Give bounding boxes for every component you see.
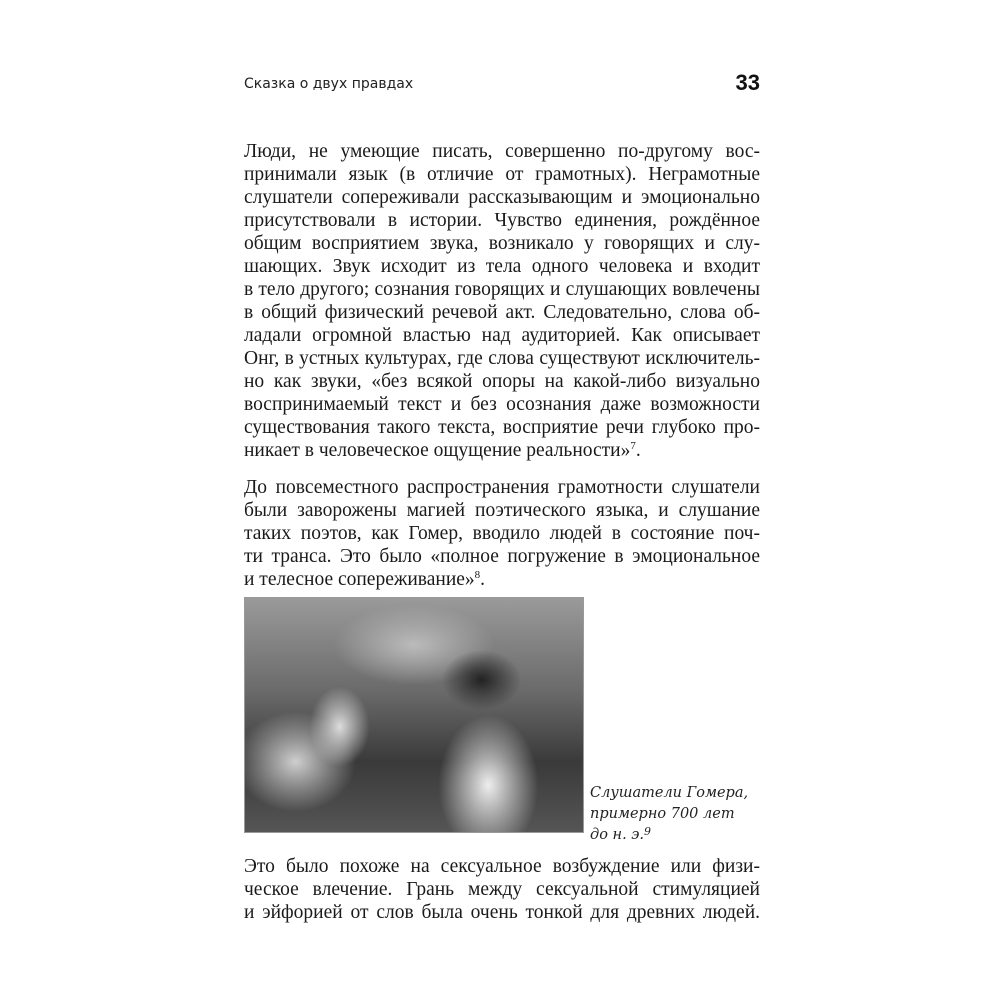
text-line: Люди, не умеющие писать, совершенно по-другому вос-: [244, 141, 760, 162]
caption-text: до н. э.: [590, 827, 645, 843]
text-line: но как звуки, «без всякой опоры на какой-либо визуально: [244, 371, 760, 392]
text-line: таких поэтов, как Гомер, вводило людей в состояние поч-: [244, 523, 760, 544]
paragraph-3: [244, 855, 760, 924]
footnote-ref: 7: [630, 440, 636, 452]
text-line: общим восприятием звука, возникало у говорящих и слу-: [244, 233, 760, 254]
text-line: ладали огромной властью над аудиторией. Как описывает: [244, 325, 760, 346]
running-title: Сказка о двух правдах: [244, 76, 414, 92]
page-number: 33: [735, 70, 760, 95]
footnote-ref: 9: [644, 825, 652, 838]
text-line: ти транса. Это было «полное погружение в эмоциональное: [244, 546, 760, 567]
caption-line: [590, 825, 748, 846]
text-line: принимали язык (в отличие от грамотных). Неграмотные: [244, 164, 760, 185]
paragraph-2: [244, 476, 760, 591]
line-text: и телесное сопереживание»: [244, 569, 475, 590]
text-line: и эйфорией от слов была очень тонкой для древних людей.: [244, 902, 760, 923]
text-line: существования такого текста, восприятие речи глубоко про-: [244, 417, 760, 438]
figure-caption: [590, 783, 748, 846]
text-line: Это было похоже на сексуальное возбуждение или физи-: [244, 856, 760, 877]
line-end: .: [635, 440, 641, 461]
text-line: присутствовали в истории. Чувство единения, рождённое: [244, 210, 760, 231]
text-line: [244, 439, 760, 462]
caption-line: примерно 700 лет: [590, 806, 735, 822]
text-line: До повсеместного распространения грамотности слушатели: [244, 477, 760, 498]
text-line: ческое влечение. Грань между сексуальной стимуляцией: [244, 879, 760, 900]
paragraph-1: [244, 140, 760, 462]
text-line: слушатели сопереживали рассказывающим и эмоционально: [244, 187, 760, 208]
line-end: .: [480, 569, 486, 590]
text-line: Онг, в устных культурах, где слова существуют исключитель-: [244, 348, 760, 369]
crowd-photo: [244, 597, 584, 833]
text-line: в тело другого; сознания говорящих и слушающих вовлечены: [244, 279, 760, 300]
footnote-ref: 8: [474, 569, 481, 581]
caption-line: Слушатели Гомера,: [590, 785, 749, 801]
text-line: [244, 568, 760, 591]
line-text: никает в человеческое ощущение реальности»: [244, 440, 631, 461]
text-line: в общий физический речевой акт. Следовательно, слова об-: [244, 302, 760, 323]
text-line: шающих. Звук исходит из тела одного человека и входит: [244, 256, 760, 277]
text-line: были заворожены магией поэтического языка, и слушание: [244, 500, 760, 521]
text-line: воспринимаемый текст и без осознания даже возможности: [244, 394, 760, 415]
